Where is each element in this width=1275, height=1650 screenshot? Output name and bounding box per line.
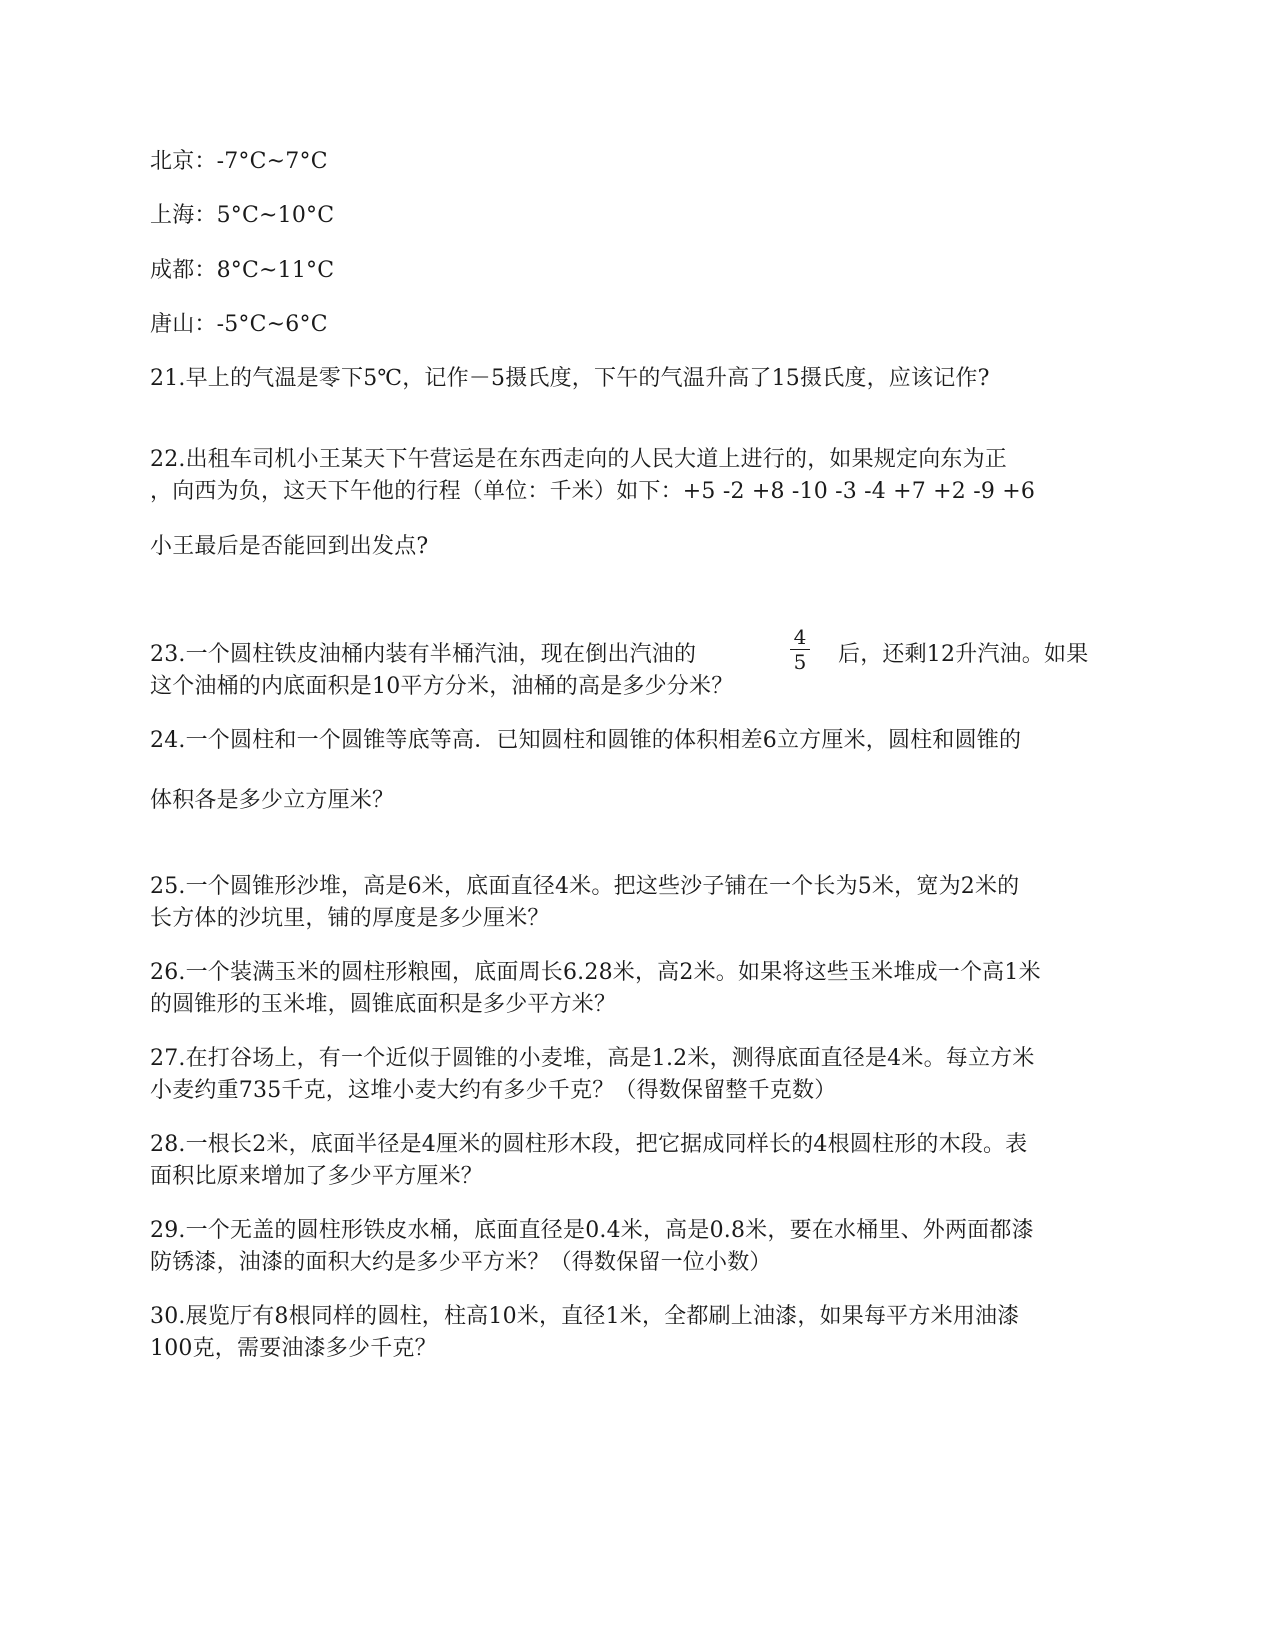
- question-21: 21.早上的气温是零下5℃，记作－5摄氏度，下午的气温升高了15摄氏度，应该记作?: [150, 366, 990, 391]
- question-24-line-2: 体积各是多少立方厘米？: [150, 788, 395, 813]
- fraction-denominator: 5: [793, 650, 807, 674]
- question-22-line-1: 22.出租车司机小王某天下午营运是在东西走向的人民大道上进行的，如果规定向东为正: [150, 447, 1007, 472]
- temperature-shanghai: 上海：5°C~10°C: [150, 203, 335, 228]
- fraction-four-fifths: [788, 626, 812, 673]
- question-23-line-2: 这个油桶的内底面积是10平方分米，油桶的高是多少分米？: [150, 674, 734, 699]
- question-22-line-2: ，向西为负，这天下午他的行程（单位：千米）如下：+5 -2 +8 -10 -3 -4 +7 +2 -9 +6: [150, 479, 1036, 504]
- question-30-line-1: 30.展览厅有8根同样的圆柱，柱高10米，直径1米，全都刷上油漆，如果每平方米用油漆: [150, 1304, 1020, 1329]
- fraction-numerator: 4: [793, 625, 807, 649]
- question-26-line-1: 26.一个装满玉米的圆柱形粮囤，底面周长6.28米，高2米。如果将这些玉米堆成一个高1米: [150, 960, 1041, 985]
- question-29-line-1: 29.一个无盖的圆柱形铁皮水桶，底面直径是0.4米，高是0.8米，要在水桶里、外两面都漆: [150, 1218, 1034, 1243]
- question-29-line-2: 防锈漆，油漆的面积大约是多少平方米？（得数保留一位小数）: [150, 1250, 772, 1275]
- temperature-tangshan: 唐山：-5°C~6°C: [150, 312, 328, 337]
- question-23-line-1-after: 后，还剩12升汽油。如果: [838, 642, 1089, 667]
- question-22-line-3: 小王最后是否能回到出发点?: [150, 534, 429, 559]
- temperature-chengdu: 成都：8°C~11°C: [150, 258, 335, 283]
- question-25-line-2: 长方体的沙坑里，铺的厚度是多少厘米？: [150, 906, 550, 931]
- question-28-line-2: 面积比原来增加了多少平方厘米？: [150, 1164, 484, 1189]
- question-27-line-2: 小麦约重735千克，这堆小麦大约有多少千克？（得数保留整千克数）: [150, 1078, 837, 1103]
- question-24-line-1: 24.一个圆柱和一个圆锥等底等高．已知圆柱和圆锥的体积相差6立方厘米，圆柱和圆锥的: [150, 728, 1022, 753]
- question-30-line-2: 100克，需要油漆多少千克？: [150, 1336, 437, 1361]
- question-26-line-2: 的圆锥形的玉米堆，圆锥底面积是多少平方米？: [150, 992, 617, 1017]
- question-28-line-1: 28.一根长2米，底面半径是4厘米的圆柱形木段，把它据成同样长的4根圆柱形的木段。表: [150, 1132, 1028, 1157]
- temperature-beijing: 北京：-7°C~7°C: [150, 149, 328, 174]
- question-25-line-1: 25.一个圆锥形沙堆，高是6米，底面直径4米。把这些沙子铺在一个长为5米，宽为2米的: [150, 874, 1020, 899]
- question-27-line-1: 27.在打谷场上，有一个近似于圆锥的小麦堆，高是1.2米，测得底面直径是4米。每立方米: [150, 1046, 1035, 1071]
- question-23-line-1-before: 23.一个圆柱铁皮油桶内装有半桶汽油，现在倒出汽油的: [150, 642, 697, 667]
